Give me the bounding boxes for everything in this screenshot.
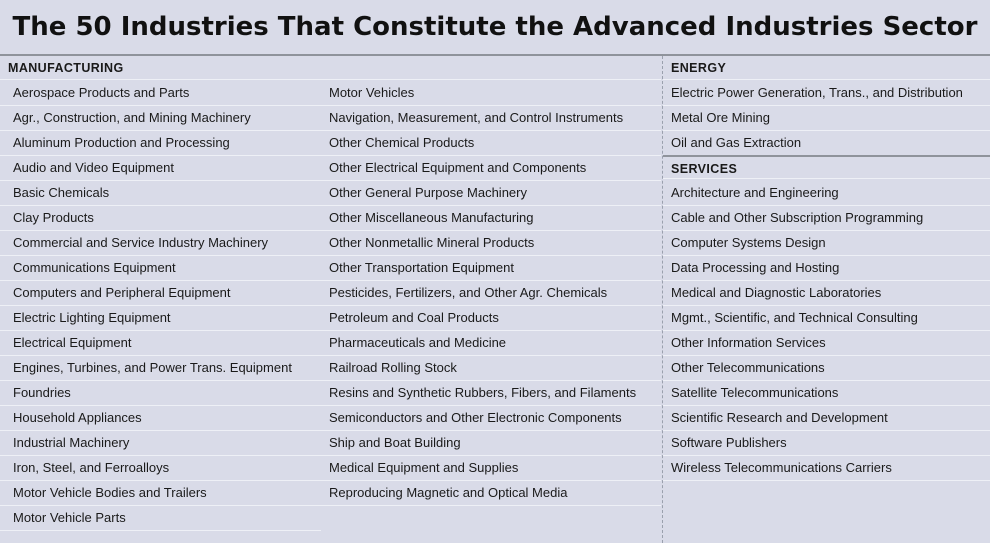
industry-item: Medical and Diagnostic Laboratories <box>663 281 990 306</box>
industry-item: Oil and Gas Extraction <box>663 131 990 156</box>
industry-item: Pesticides, Fertilizers, and Other Agr. Chemicals <box>321 281 661 306</box>
industry-item: Semiconductors and Other Electronic Components <box>321 406 661 431</box>
industry-item: Petroleum and Coal Products <box>321 306 661 331</box>
industry-item: Other Electrical Equipment and Components <box>321 156 661 181</box>
industry-item: Household Appliances <box>0 406 321 431</box>
industry-item: Other Chemical Products <box>321 131 661 156</box>
industry-item: Motor Vehicle Bodies and Trailers <box>0 481 321 506</box>
industry-item: Other Nonmetallic Mineral Products <box>321 231 661 256</box>
industry-item: Aluminum Production and Processing <box>0 131 321 156</box>
industry-item: Other Miscellaneous Manufacturing <box>321 206 661 231</box>
energy-heading: ENERGY <box>663 56 990 80</box>
industry-item: Industrial Machinery <box>0 431 321 456</box>
industry-item: Motor Vehicle Parts <box>0 506 321 531</box>
industry-item: Agr., Construction, and Mining Machinery <box>0 106 321 131</box>
industry-item: Satellite Telecommunications <box>663 381 990 406</box>
industry-item: Pharmaceuticals and Medicine <box>321 331 661 356</box>
industry-item: Software Publishers <box>663 431 990 456</box>
industry-item: Other General Purpose Machinery <box>321 181 661 206</box>
manufacturing-list-right <box>321 81 661 506</box>
industry-item: Foundries <box>0 381 321 406</box>
industry-item: Other Transportation Equipment <box>321 256 661 281</box>
industry-item: Reproducing Magnetic and Optical Media <box>321 481 661 506</box>
industry-item: Aerospace Products and Parts <box>0 81 321 106</box>
services-heading: SERVICES <box>663 155 990 179</box>
industry-item: Electric Power Generation, Trans., and Distribution <box>663 81 990 106</box>
industry-item: Electric Lighting Equipment <box>0 306 321 331</box>
industry-item: Engines, Turbines, and Power Trans. Equipment <box>0 356 321 381</box>
industry-item: Navigation, Measurement, and Control Instruments <box>321 106 661 131</box>
industry-item: Medical Equipment and Supplies <box>321 456 661 481</box>
industry-item: Ship and Boat Building <box>321 431 661 456</box>
industry-item: Motor Vehicles <box>321 81 661 106</box>
industry-item: Clay Products <box>0 206 321 231</box>
industry-item: Metal Ore Mining <box>663 106 990 131</box>
page-title: The 50 Industries That Constitute the Advanced Industries Sector <box>12 12 978 42</box>
industry-item: Commercial and Service Industry Machinery <box>0 231 321 256</box>
industry-item: Other Telecommunications <box>663 356 990 381</box>
manufacturing-list-left <box>0 81 321 531</box>
industry-item: Electrical Equipment <box>0 331 321 356</box>
industry-item: Wireless Telecommunications Carriers <box>663 456 990 481</box>
industry-item: Other Information Services <box>663 331 990 356</box>
industry-item: Communications Equipment <box>0 256 321 281</box>
industry-item: Cable and Other Subscription Programming <box>663 206 990 231</box>
industry-item: Mgmt., Scientific, and Technical Consulting <box>663 306 990 331</box>
industry-item: Railroad Rolling Stock <box>321 356 661 381</box>
industry-item: Resins and Synthetic Rubbers, Fibers, and Filaments <box>321 381 661 406</box>
industry-item: Architecture and Engineering <box>663 181 990 206</box>
industry-item: Iron, Steel, and Ferroalloys <box>0 456 321 481</box>
services-list <box>663 181 990 481</box>
industry-item: Scientific Research and Development <box>663 406 990 431</box>
industry-item: Data Processing and Hosting <box>663 256 990 281</box>
manufacturing-heading: MANUFACTURING <box>0 56 661 80</box>
industry-item: Computers and Peripheral Equipment <box>0 281 321 306</box>
industry-item: Audio and Video Equipment <box>0 156 321 181</box>
industry-item: Computer Systems Design <box>663 231 990 256</box>
energy-list <box>663 81 990 156</box>
industry-item: Basic Chemicals <box>0 181 321 206</box>
